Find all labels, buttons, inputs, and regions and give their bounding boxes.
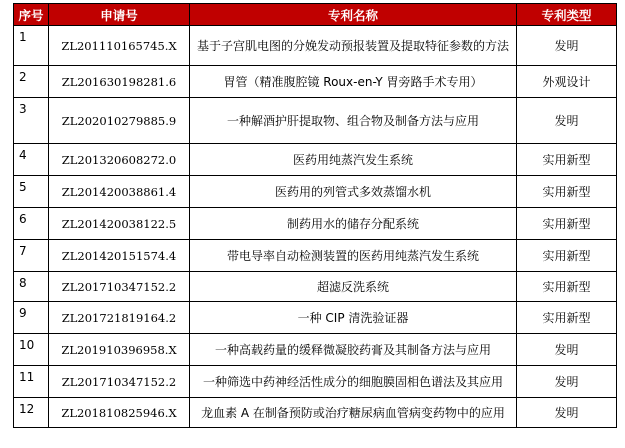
cell-patent-name: 医药用的列管式多效蒸馏水机 (190, 176, 517, 208)
cell-serial: 5 (14, 176, 49, 208)
cell-patent-type: 发明 (517, 26, 617, 66)
table-row (14, 366, 617, 398)
cell-serial: 1 (14, 26, 49, 66)
table-row (14, 208, 617, 240)
header-serial: 序号 (14, 4, 49, 26)
cell-application-number: ZL201910396958.X (49, 334, 190, 366)
cell-patent-type: 发明 (517, 334, 617, 366)
cell-serial: 2 (14, 66, 49, 98)
cell-patent-name: 带电导率自动检测装置的医药用纯蒸汽发生系统 (190, 240, 517, 272)
table-row (14, 98, 617, 144)
cell-application-number: ZL201110165745.X (49, 26, 190, 66)
cell-patent-type: 发明 (517, 98, 617, 144)
cell-application-number: ZL201320608272.0 (49, 144, 190, 176)
cell-patent-type: 实用新型 (517, 208, 617, 240)
table-row (14, 26, 617, 66)
cell-application-number: ZL201710347152.2 (49, 272, 190, 302)
cell-patent-name: 医药用纯蒸汽发生系统 (190, 144, 517, 176)
cell-patent-name: 一种高载药量的缓释微凝胶药膏及其制备方法与应用 (190, 334, 517, 366)
cell-patent-type: 实用新型 (517, 240, 617, 272)
cell-application-number: ZL201710347152.2 (49, 366, 190, 398)
cell-serial: 4 (14, 144, 49, 176)
cell-patent-name: 基于子宫肌电图的分娩发动预报装置及提取特征参数的方法 (190, 26, 517, 66)
header-application-number: 申请号 (49, 4, 190, 26)
table-row (14, 398, 617, 428)
table-row (14, 334, 617, 366)
cell-serial: 10 (14, 334, 49, 366)
cell-application-number: ZL202010279885.9 (49, 98, 190, 144)
patent-table (13, 3, 617, 428)
cell-patent-type: 实用新型 (517, 176, 617, 208)
cell-serial: 6 (14, 208, 49, 240)
cell-serial: 9 (14, 302, 49, 334)
table-row (14, 302, 617, 334)
cell-serial: 11 (14, 366, 49, 398)
cell-patent-name: 超滤反洗系统 (190, 272, 517, 302)
cell-patent-type: 外观设计 (517, 66, 617, 98)
header-patent-type: 专利类型 (517, 4, 617, 26)
cell-application-number: ZL201721819164.2 (49, 302, 190, 334)
cell-application-number: ZL201420038122.5 (49, 208, 190, 240)
cell-patent-type: 实用新型 (517, 144, 617, 176)
cell-patent-name: 胃管（精准腹腔镜 Roux-en-Y 胃旁路手术专用） (190, 66, 517, 98)
header-patent-name: 专利名称 (190, 4, 517, 26)
cell-serial: 12 (14, 398, 49, 428)
header-row (14, 4, 617, 26)
table-row (14, 240, 617, 272)
cell-patent-name: 龙血素 A 在制备预防或治疗糖尿病血管病变药物中的应用 (190, 398, 517, 428)
table-row (14, 66, 617, 98)
table-row (14, 272, 617, 302)
cell-patent-type: 实用新型 (517, 302, 617, 334)
cell-serial: 8 (14, 272, 49, 302)
cell-patent-name: 一种解酒护肝提取物、组合物及制备方法与应用 (190, 98, 517, 144)
cell-patent-name: 一种 CIP 清洗验证器 (190, 302, 517, 334)
cell-application-number: ZL201630198281.6 (49, 66, 190, 98)
cell-application-number: ZL201420151574.4 (49, 240, 190, 272)
cell-patent-type: 发明 (517, 366, 617, 398)
cell-patent-type: 发明 (517, 398, 617, 428)
cell-patent-name: 一种筛选中药神经活性成分的细胞膜固相色谱法及其应用 (190, 366, 517, 398)
cell-application-number: ZL201810825946.X (49, 398, 190, 428)
cell-patent-name: 制药用水的储存分配系统 (190, 208, 517, 240)
table-row (14, 144, 617, 176)
cell-serial: 7 (14, 240, 49, 272)
cell-application-number: ZL201420038861.4 (49, 176, 190, 208)
table-row (14, 176, 617, 208)
cell-serial: 3 (14, 98, 49, 144)
cell-patent-type: 实用新型 (517, 272, 617, 302)
